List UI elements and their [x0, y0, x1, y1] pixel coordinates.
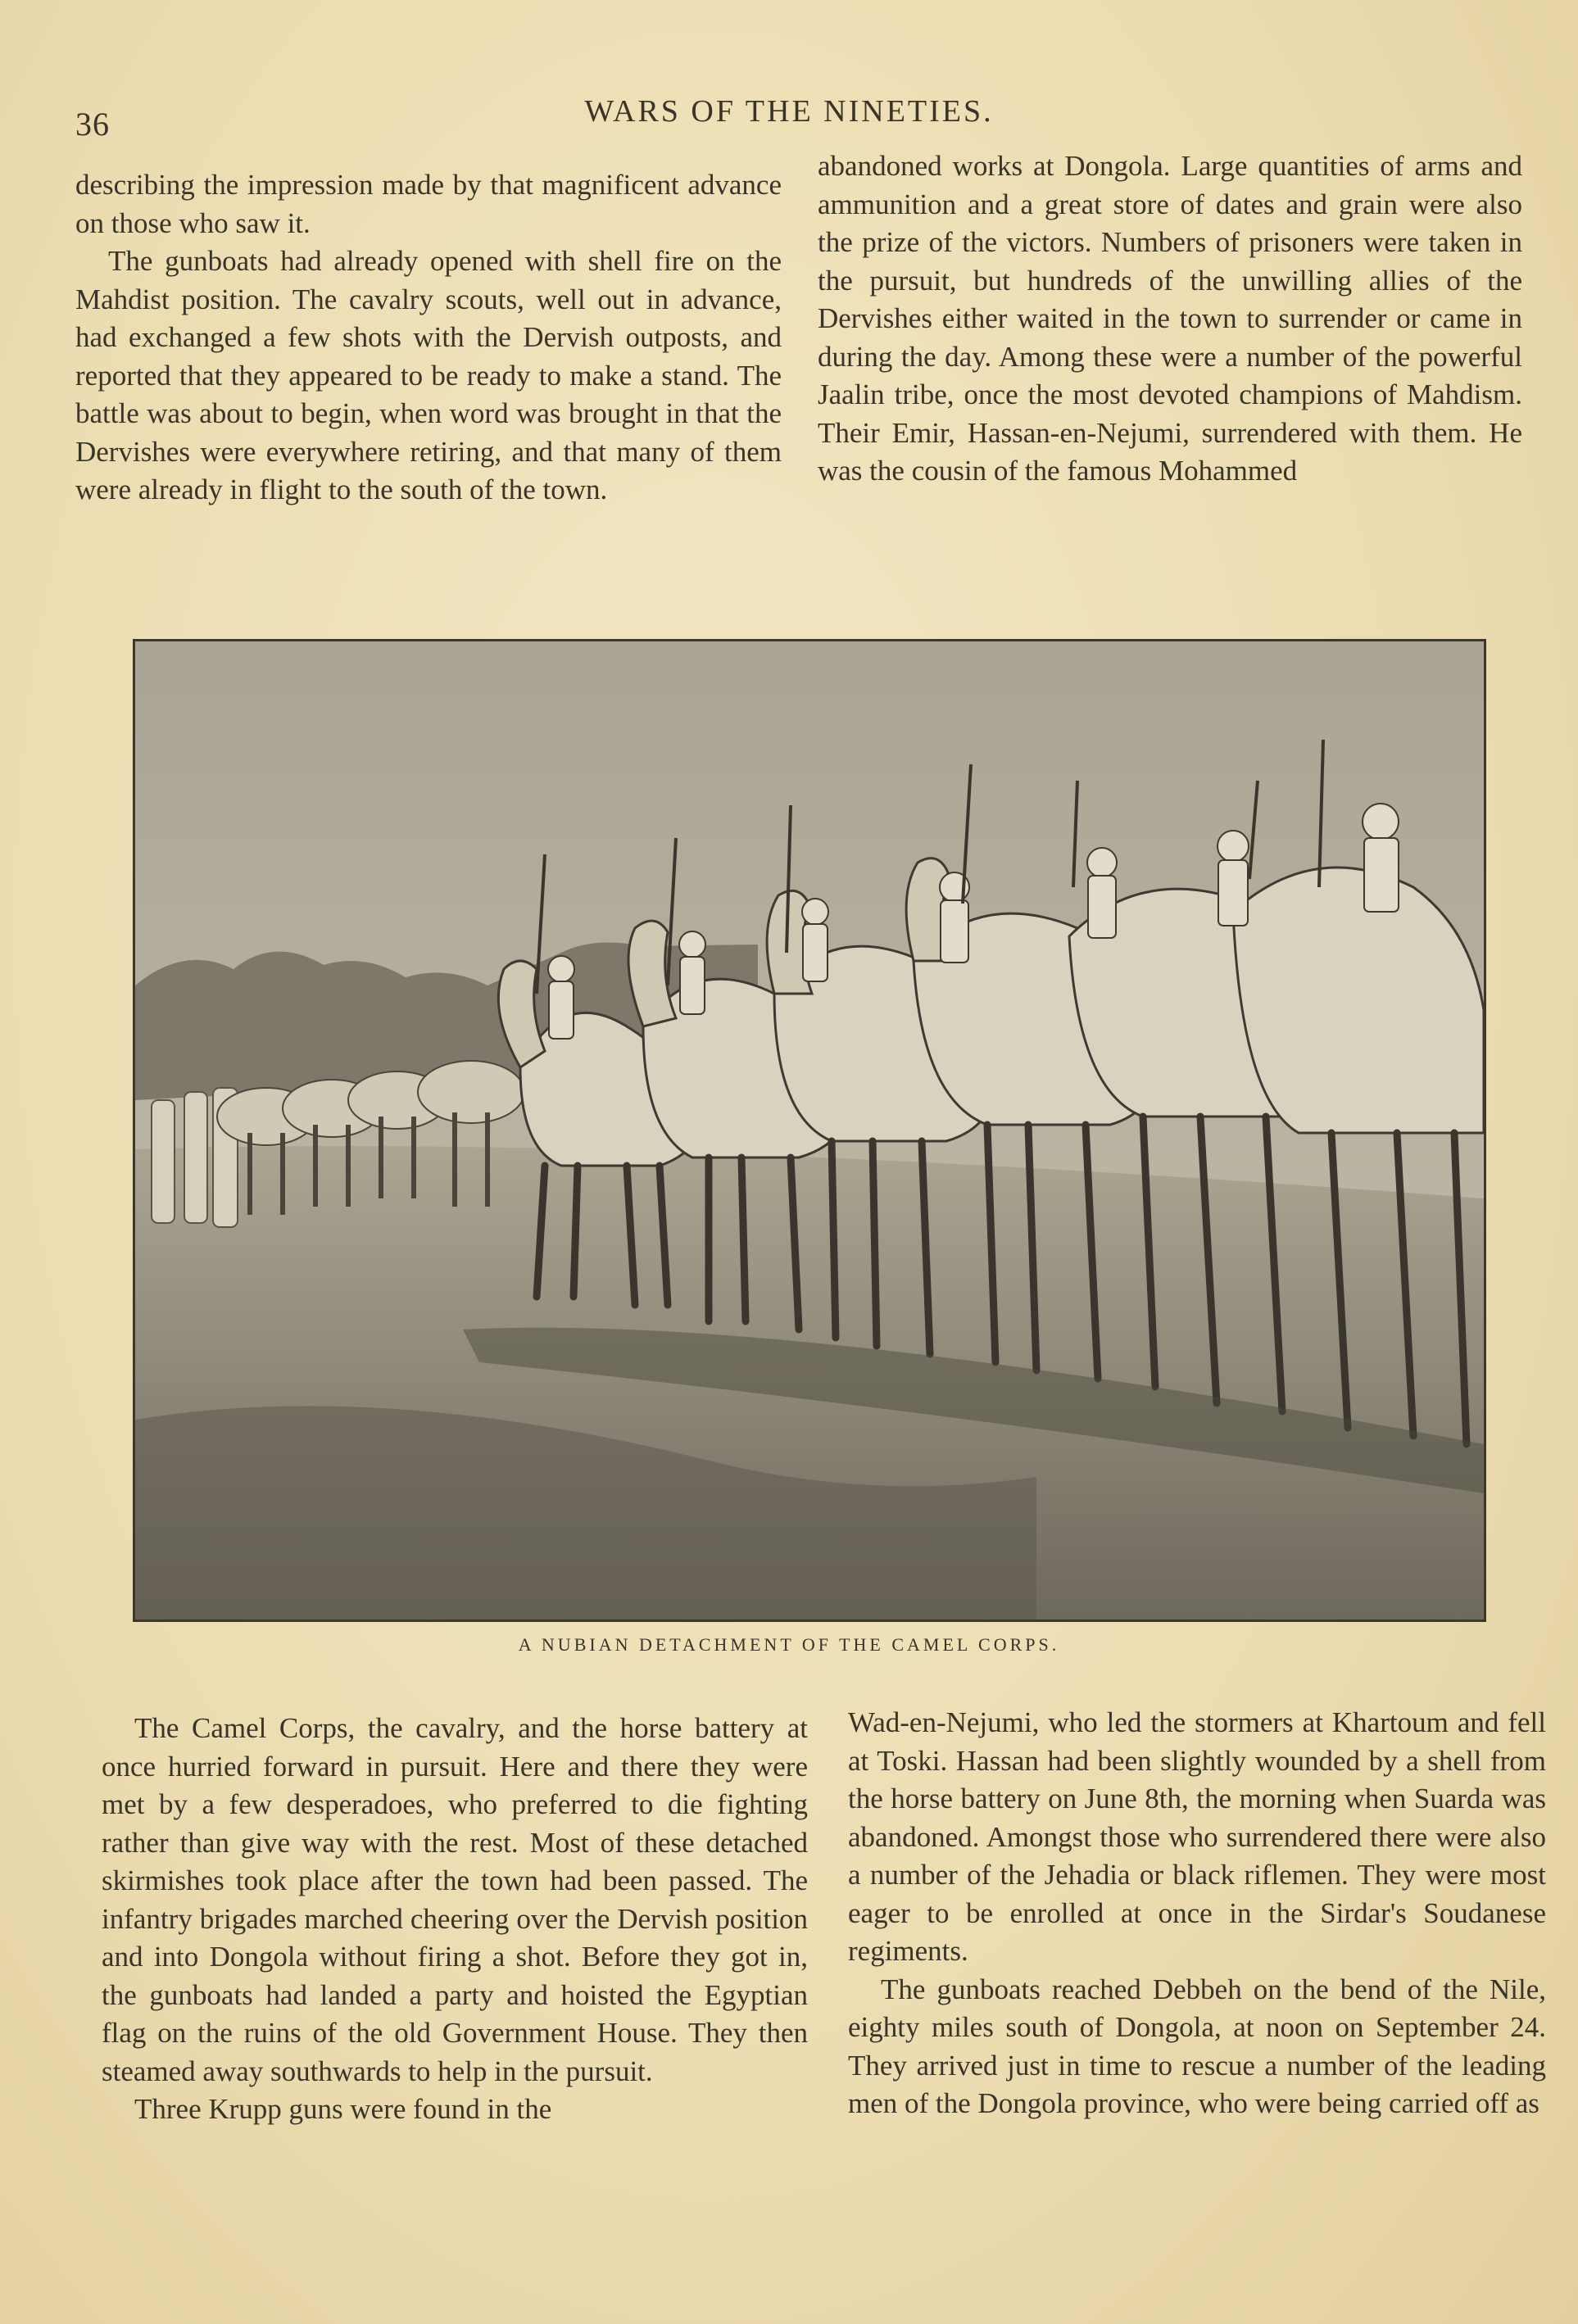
camel-corps-photograph [133, 639, 1486, 1622]
paragraph: abandoned works at Dongola. Large quantities of arms and ammunition and a great store of dates and grain were also the prize of the victors. Numbers of prisoners were taken in the pursuit, but hundreds of the unwilling allies of the Dervishes either waited in the town to surrender or came in during the day. Among these were a number of the powerful Jaalin tribe, once the most devoted champions of Mahdism. Their Emir, Hassan-en-Nejumi, surrendered with them. He was the cousin of the famous Mohammed [818, 150, 1522, 487]
text-column-top-left [75, 166, 782, 510]
text-column-bottom-left [102, 1710, 808, 2129]
paragraph: The gunboats reached Debbeh on the bend of the Nile, eighty miles south of Dongola, at noon on September 24. They arrived just in time to rescue a number of the leading men of the Dongola province, who were being carried off as [848, 1973, 1546, 2119]
paragraph: Three Krupp guns were found in the [134, 2093, 552, 2125]
photo-caption: A NUBIAN DETACHMENT OF THE CAMEL CORPS. [518, 1634, 1060, 1655]
text-column-bottom-right [848, 1704, 1546, 2123]
page-number: 36 [75, 106, 110, 143]
paragraph: The Camel Corps, the cavalry, and the horse battery at once hurried forward in pursuit. Here and there they were met by a few desperadoes, who preferred to die fighting rather than give way with the rest. Most of these detached skirmishes took place after the town had been passed. The infantry brigades marched cheering over the Dervish position and into Dongola without firing a shot. Before they got in, the gunboats had landed a party and hoisted the Egyptian flag on the ruins of the old Government House. They then steamed away southwards to help in the pursuit. [102, 1712, 808, 2087]
photograph-illustration [135, 641, 1484, 1620]
paragraph: describing the impression made by that magnificent advance on those who saw it. [75, 169, 782, 239]
paragraph: The gunboats had already opened with shell fire on the Mahdist position. The cavalry scouts, well out in advance, had exchanged a few shots with the Dervish outposts, and reported that they appeared to be ready to make a stand. The battle was about to begin, when word was brought in that the Dervishes were everywhere retiring, and that many of them were already in flight to the south of the town. [75, 245, 782, 505]
text-column-top-right [818, 147, 1522, 491]
running-head: WARS OF THE NINETIES. [584, 94, 994, 129]
paragraph: Wad-en-Nejumi, who led the stormers at Khartoum and fell at Toski. Hassan had been slightly wounded by a shell from the horse battery on June 8th, the morning when Suarda was abandoned. Amongst those who surrendered there were also a number of the Jehadia or black riflemen. They were most eager to be enrolled at once in the Sirdar's Soudanese regiments. [848, 1706, 1546, 1967]
